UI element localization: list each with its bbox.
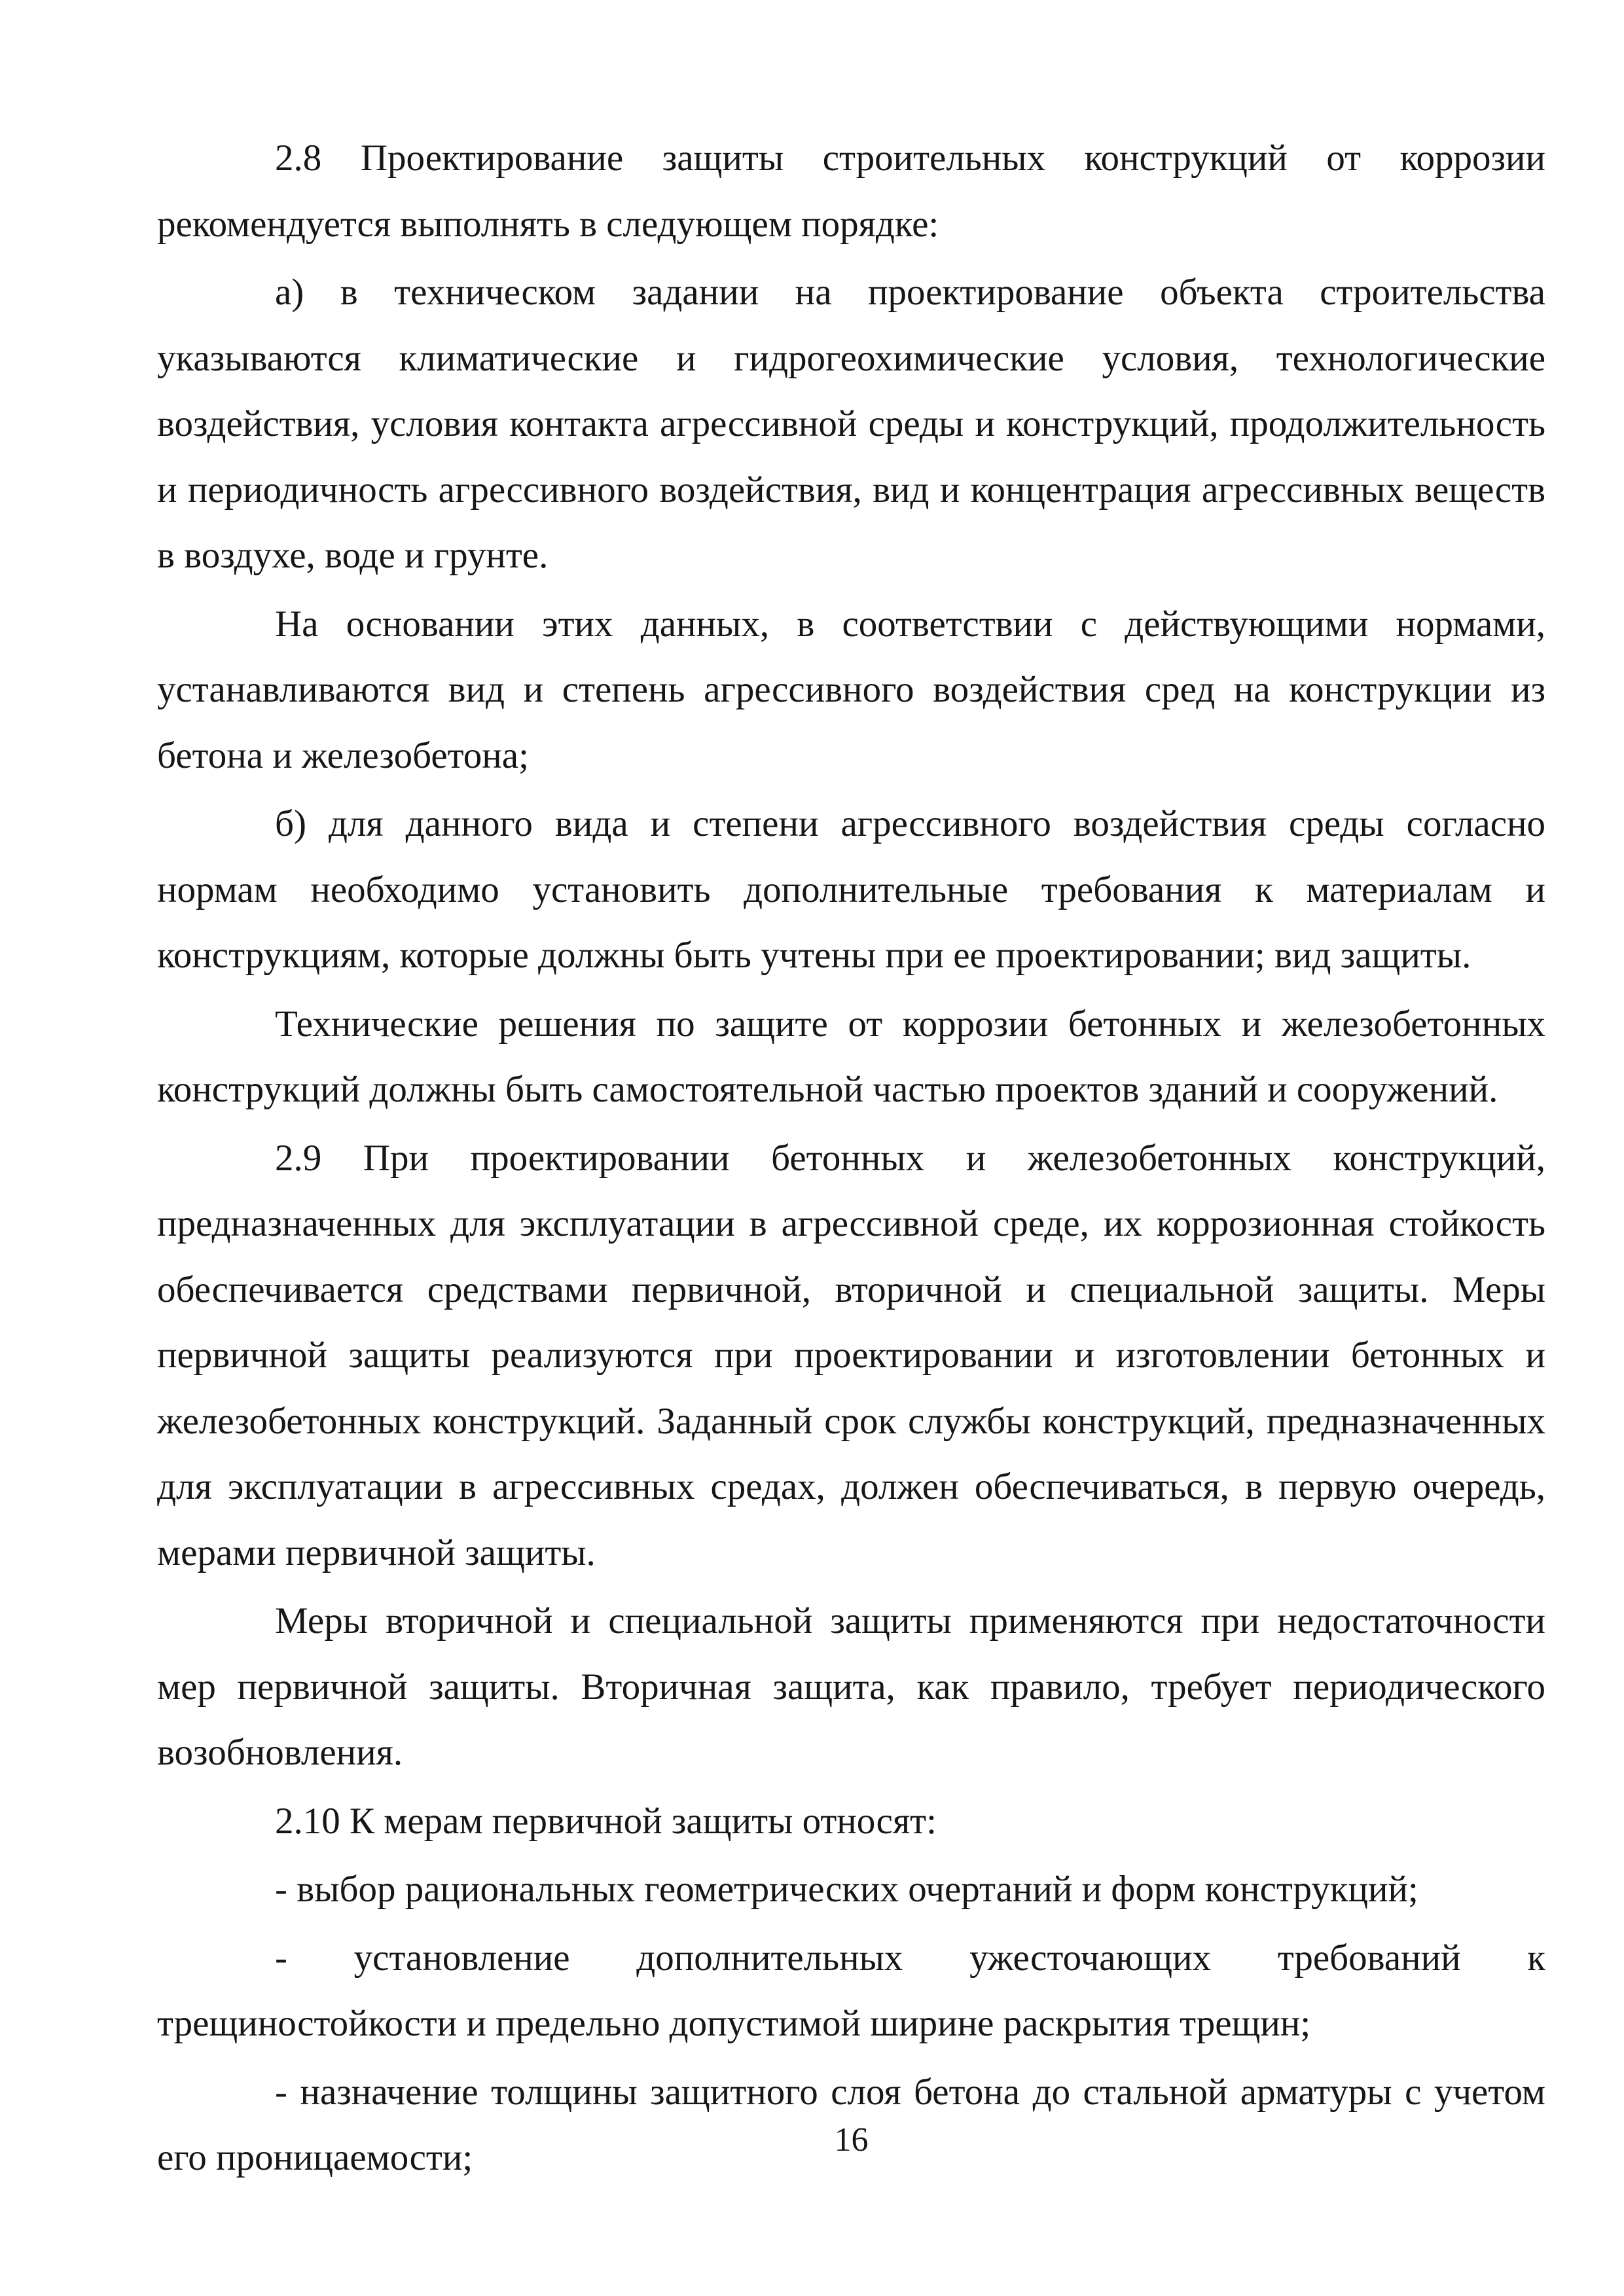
list-item-cover-thickness: - назначение толщины защитного слоя бетона до стальной арматуры с учетом его проницаемости; [157,2071,1545,2178]
paragraph-item-a: а) в техническом задании на проектирование объекта строительства указываются климатические и гидрогеохимические условия, технологические воздействия, условия контакта агрессивной среды и конструкций, продолжительность и периодичность агрессивного воздействия, вид и концентрация агрессивных веществ в воздухе, воде и грунте. [157,272,1545,576]
list-item-geometry: - выбор рациональных геометрических очертаний и форм конструкций; [275,1869,1418,1910]
paragraph-item-b: б) для данного вида и степени агрессивного воздействия среды согласно нормам необходимо установить дополнительные требования к материалам и конструкциям, которые должны быть учтены при ее проектировании; вид защиты. [157,803,1545,976]
paragraph-technical-solutions: Технические решения по защите от коррозии бетонных и железобетонных конструкций должны быть самостоятельной частью проектов зданий и сооружений. [157,1003,1545,1110]
paragraph-2-10: 2.10 К мерам первичной защиты относят: [275,1800,937,1842]
document-page [157,126,1545,2191]
paragraph-2-8: 2.8 Проектирование защиты строительных конструкций от коррозии рекомендуется выполнять в следующем порядке: [157,137,1545,245]
paragraph-basis: На основании этих данных, в соответствии с действующими нормами, устанавливаются вид и степень агрессивного воздействия сред на конструкции из бетона и железобетона; [157,603,1545,776]
paragraph-secondary-protection: Меры вторичной и специальной защиты применяются при недостаточности мер первичной защиты. Вторичная защита, как правило, требует периодического возобновления. [157,1600,1545,1773]
paragraph-2-9: 2.9 При проектировании бетонных и железобетонных конструкций, предназначенных для эксплуатации в агрессивной среде, их коррозионная стойкость обеспечивается средствами первичной, вторичной и специальной защиты. Меры первичной защиты реализуются при проектировании и изготовлении бетонных и железобетонных конструкций. Заданный срок службы конструкций, предназначенных для эксплуатации в агрессивных средах, должен обеспечиваться, в первую очередь, мерами первичной защиты. [157,1137,1545,1573]
list-item-crack-resistance: - установление дополнительных ужесточающих требований к трещиностойкости и предельно допустимой ширине раскрытия трещин; [157,1937,1545,2044]
page-number: 16 [834,2121,869,2159]
